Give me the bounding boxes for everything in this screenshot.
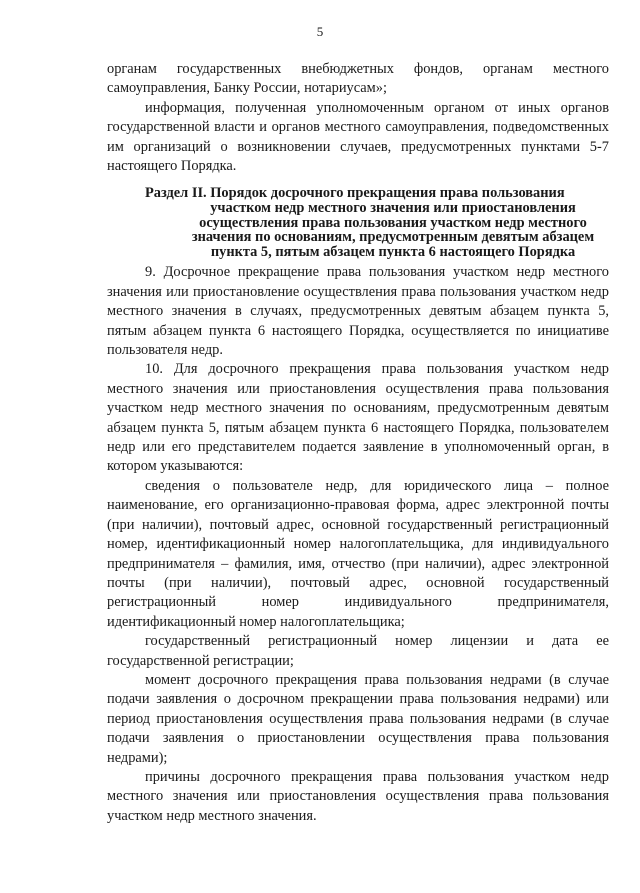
section-heading — [107, 186, 609, 259]
paragraph-item-10: 10. Для досрочного прекращения права пользования участком недр местного значения или приостановления осуществления права пользования участком недр местного значения по основаниям, предусмотренным девятым абзацем пункта 5, пятым абзацем пункта 6 настоящего Порядка, пользователем недр или его представителем подается заявление в уполномоченный орган, в котором указываются: — [107, 361, 609, 475]
paragraph-continuation: органам государственных внебюджетных фондов, органам местного самоуправления, Банку России, нотариусам»; — [107, 61, 609, 97]
section-heading-rest: участком недр местного значения или приостановления осуществления права пользования участком недр местного значения по основаниям, предусмотренным девятым абзацем пункта 5, пятым абзацем пункта 6 настоящего Порядка — [191, 200, 595, 260]
paragraph-information: информация, полученная уполномоченным органом от иных органов государственной власти и органов местного самоуправления, подведомственных им организаций о возникновении случаев, предусмотренных пунктами 5-7 настоящего Порядка. — [107, 99, 609, 175]
paragraph-item-9: 9. Досрочное прекращение права пользования участком недр местного значения или приостановление осуществления права пользования участком недр местного значения в случаях, предусмотренных девятым абзацем пункта 5, пятым абзацем пункта 6 настоящего Порядка, осуществляется по инициативе пользователя недр. — [107, 264, 609, 359]
paragraph-reasons: причины досрочного прекращения права пользования участком недр местного значения или приостановления осуществления права пользования участком недр местного значения. — [107, 768, 609, 824]
page-number: 5 — [316, 24, 324, 39]
document-body — [107, 60, 609, 826]
paragraph-termination-moment: момент досрочного прекращения права пользования недрами (в случае подачи заявления о досрочном прекращении права пользования недрами) или период приостановления осуществления права пользования недрами (в случае подачи заявления о приостановлении осуществления права пользования недрами); — [107, 671, 609, 766]
section-heading-line1: Раздел II. Порядок досрочного прекращения права пользования — [145, 185, 565, 202]
paragraph-user-info: сведения о пользователе недр, для юридического лица – полное наименование, его организационно-правовая форма, адрес электронной почты (при наличии), почтовый адрес, основной государственный регистрационный номер, идентификационный номер налогоплательщика, для индивидуального предпринимателя – фамилия, имя, отчество (при наличии), адрес электронной почты (при наличии), почтовый адрес, основной государственный регистрационный номер индивидуального предпринимателя, идентификационный номер налогоплательщика; — [107, 477, 609, 630]
paragraph-license-number: государственный регистрационный номер лицензии и дата ее государственной регистрации; — [107, 633, 609, 669]
